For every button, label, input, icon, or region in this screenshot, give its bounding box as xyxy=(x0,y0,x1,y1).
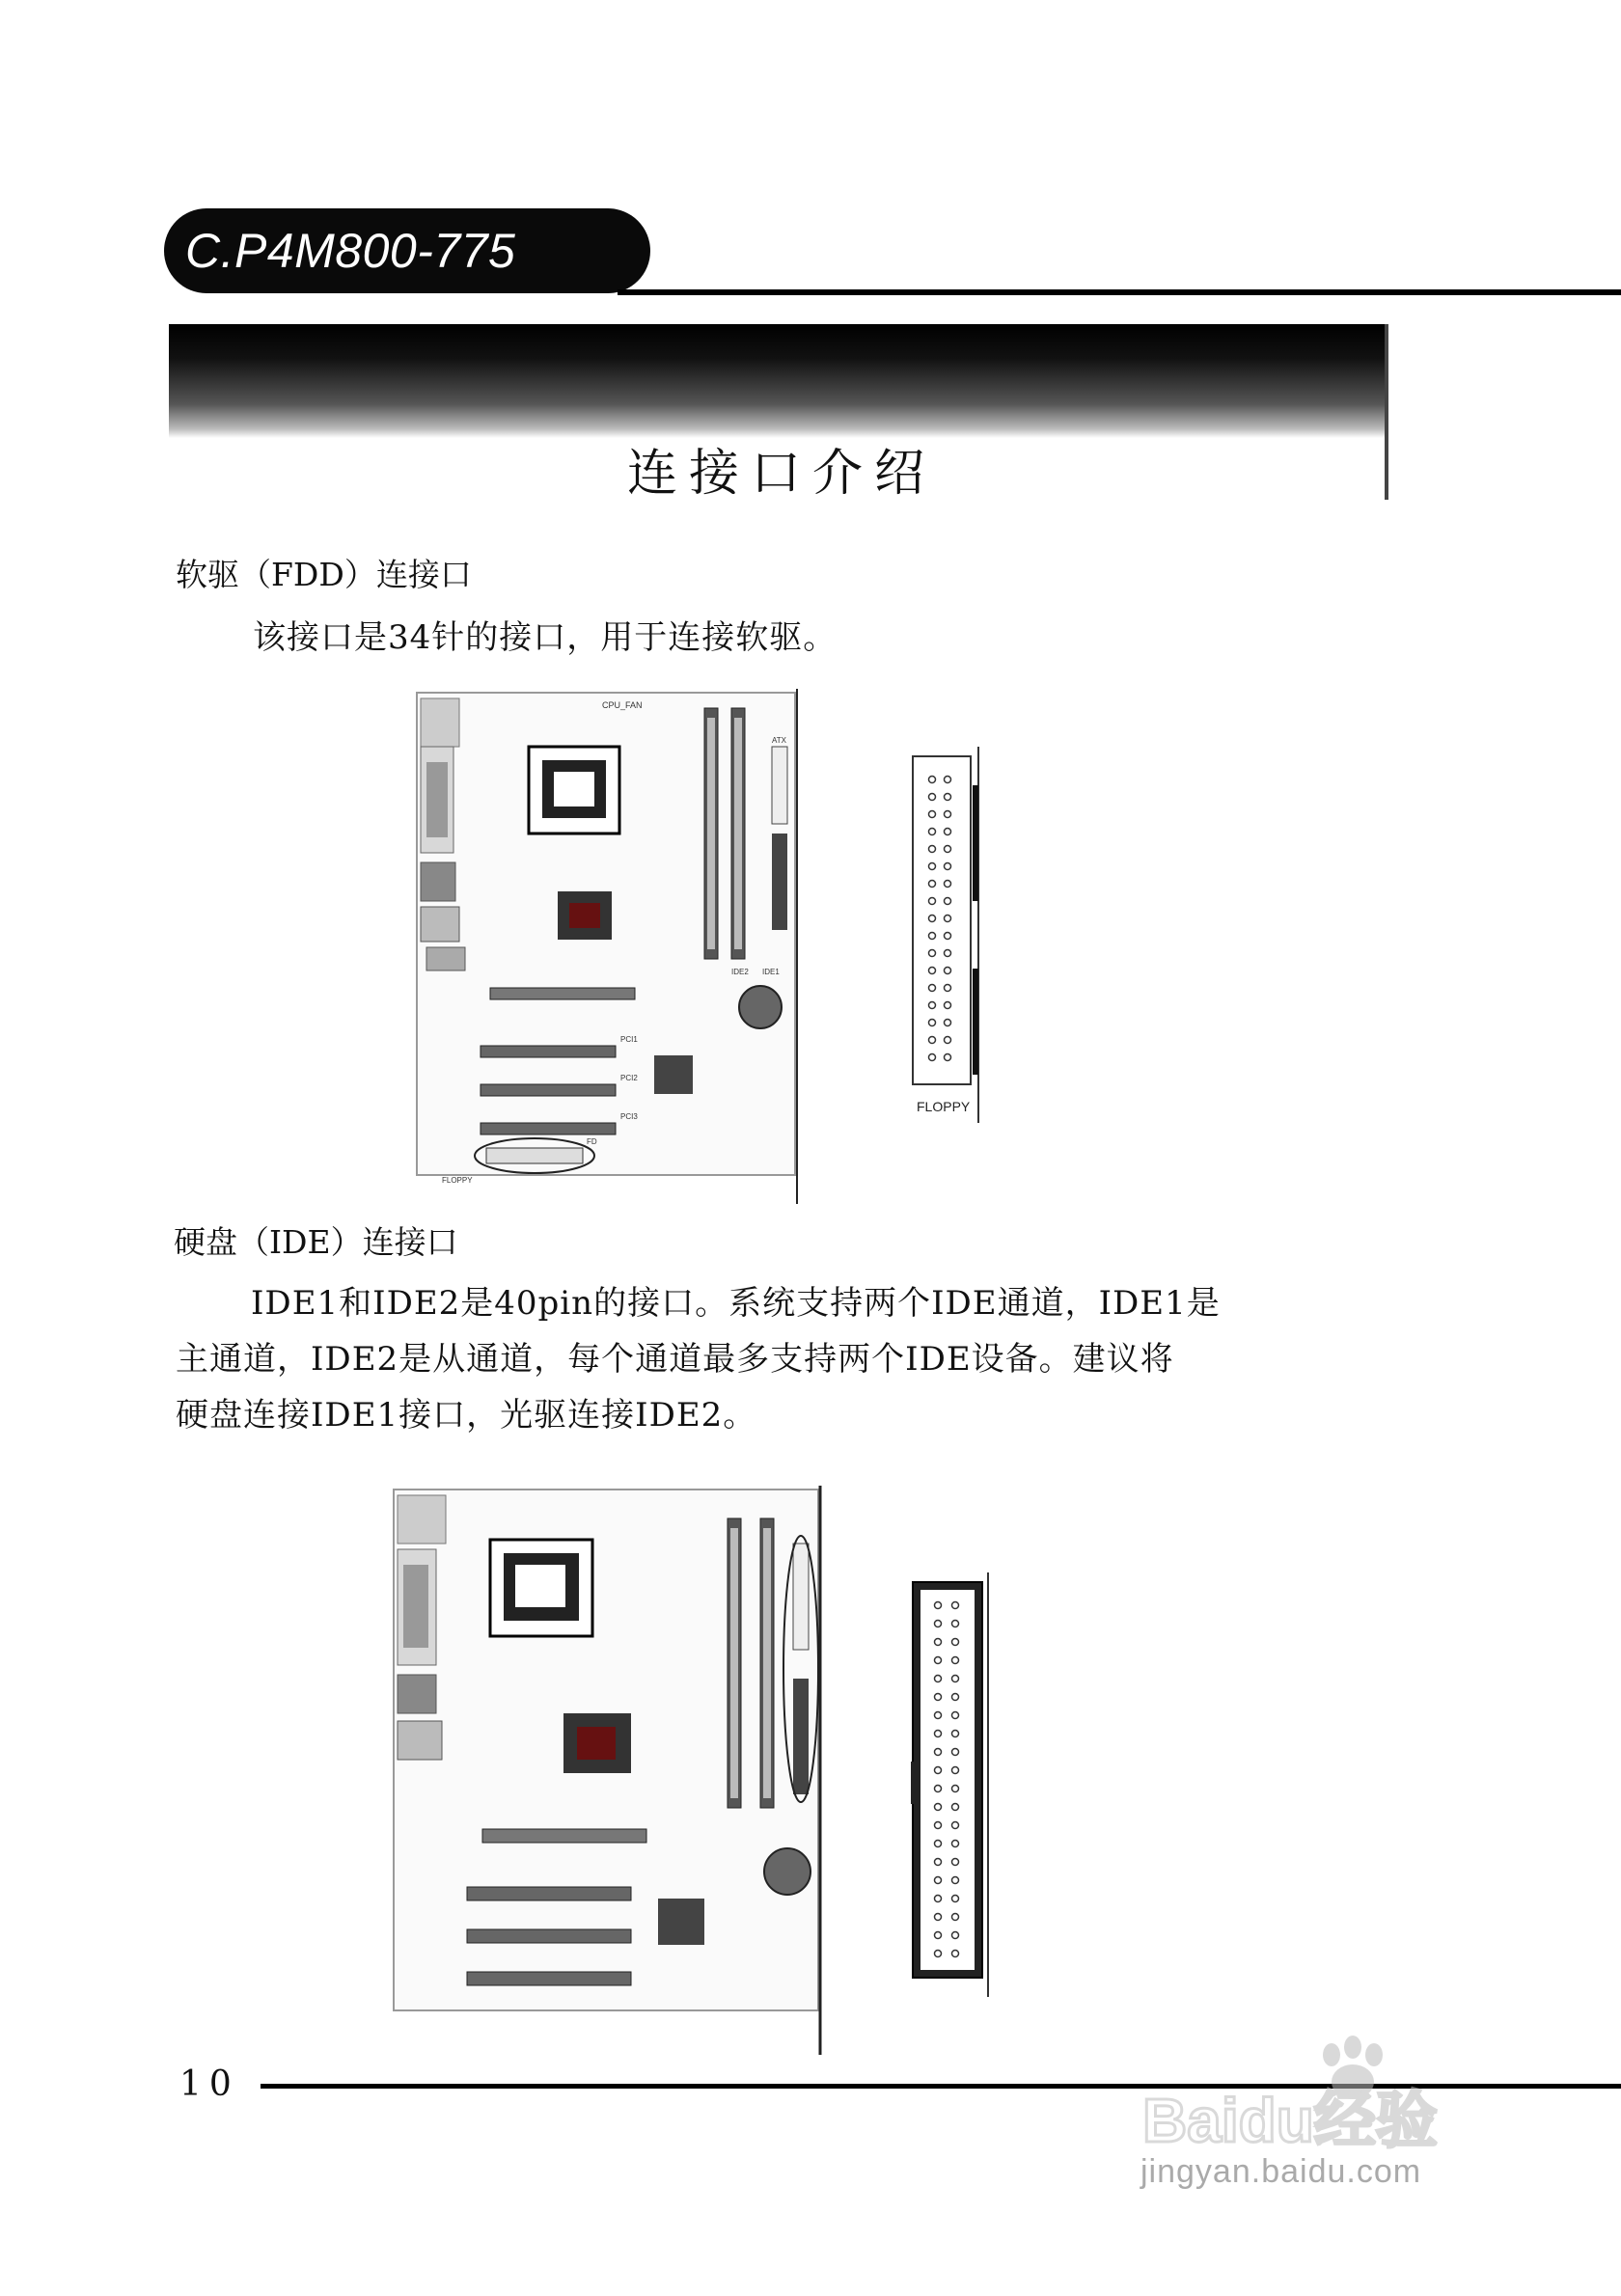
banner-divider xyxy=(1385,324,1388,500)
fdd-motherboard-diagram xyxy=(413,689,799,1204)
model-title: C.P4M800-775 xyxy=(185,224,516,278)
section-title: 连接口介绍 xyxy=(626,445,936,503)
label-pci2: PCI2 xyxy=(620,1074,638,1082)
section-banner xyxy=(169,324,1385,438)
label-pci1: PCI1 xyxy=(620,1035,638,1044)
header-rule xyxy=(618,289,1621,295)
fdd-description: 该接口是34针的接口，用于连接软驱。 xyxy=(253,618,838,657)
floppy-connector-diagram xyxy=(907,747,984,1123)
model-title-pill xyxy=(164,208,650,293)
ide-description-line-2: 主通道，IDE2是从通道，每个通道最多支持两个IDE设备。建议将 xyxy=(176,1340,1174,1379)
label-pci3: PCI3 xyxy=(620,1112,638,1121)
label-ide1: IDE1 xyxy=(762,968,780,976)
fdd-heading: 软驱（FDD）连接口 xyxy=(176,556,472,593)
ide-description-line-1: IDE1和IDE2是40pin的接口。系统支持两个IDE通道，IDE1是 xyxy=(251,1284,1221,1323)
label-fd: FD xyxy=(587,1137,597,1146)
ide-heading: 硬盘（IDE）连接口 xyxy=(174,1223,458,1261)
label-cpu-fan: CPU_FAN xyxy=(602,700,643,710)
ide-description-line-3: 硬盘连接IDE1接口，光驱连接IDE2。 xyxy=(176,1396,757,1435)
floppy-label: FLOPPY xyxy=(917,1099,971,1114)
ide-connector-diagram xyxy=(907,1572,1003,1997)
page-number: 10 xyxy=(179,2064,239,2104)
ide-motherboard-diagram xyxy=(390,1486,834,2055)
label-ide2: IDE2 xyxy=(731,968,749,976)
label-floppy-board: FLOPPY xyxy=(442,1176,473,1185)
watermark-brand: Baidu经验 xyxy=(1142,2086,1438,2155)
ide-description xyxy=(176,1275,1391,1443)
label-atx: ATX xyxy=(772,736,786,745)
watermark-url: jingyan.baidu.com xyxy=(1140,2153,1422,2190)
